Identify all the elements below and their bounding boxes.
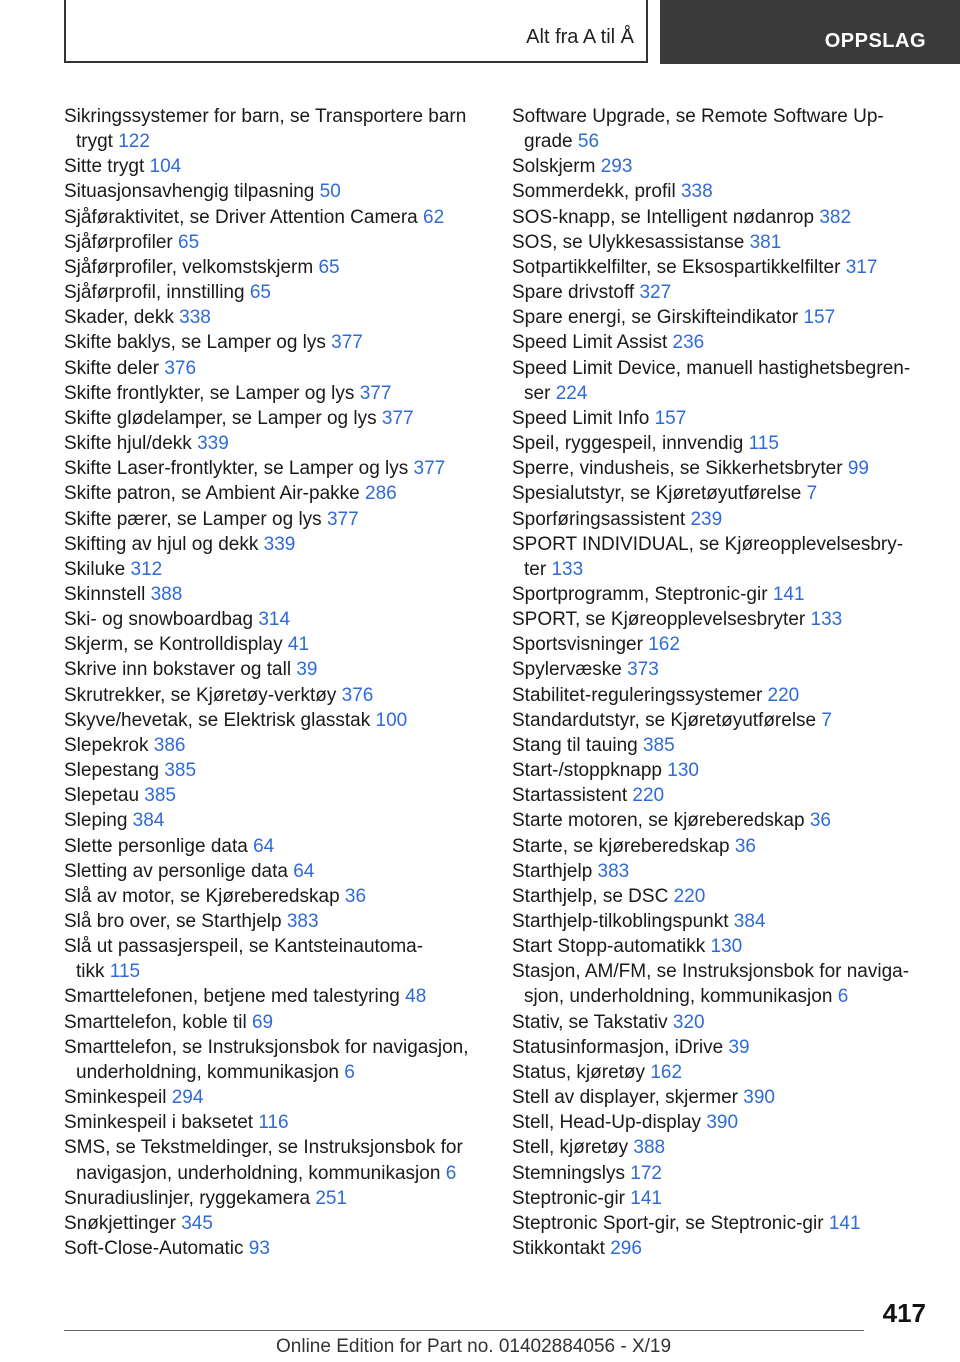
- index-entry: [512, 532, 932, 582]
- index-entry: [512, 632, 932, 657]
- index-term: Software Upgrade, se Remote Software Up-: [512, 106, 884, 127]
- index-term: sjon, underholdning, kommunikasjon: [524, 986, 838, 1008]
- index-entry: [64, 1211, 484, 1236]
- index-term: SOS, se Ulykkesassistanse: [512, 231, 750, 253]
- index-entry: [64, 305, 484, 330]
- page-reference-link[interactable]: 39: [728, 1036, 750, 1058]
- index-entry: [64, 507, 484, 532]
- page-reference-link[interactable]: 162: [648, 634, 680, 656]
- index-entry: [64, 456, 484, 481]
- index-term: Snuradiuslinjer, ryggekamera: [64, 1187, 316, 1209]
- section-label: OPPSLAG: [824, 30, 926, 52]
- index-entry: [64, 1010, 484, 1035]
- index-term: Smarttelefon, se Instruksjonsbok for navigasjon,: [64, 1036, 469, 1058]
- index-term: Slepetau: [64, 785, 145, 807]
- index-term: Skifting av hjul og dekk: [64, 533, 264, 555]
- index-entry: [64, 205, 484, 230]
- index-entry: [512, 330, 932, 355]
- index-entry: [64, 1085, 484, 1110]
- page-reference-link[interactable]: 377: [359, 382, 392, 404]
- page-reference-link[interactable]: 93: [248, 1238, 270, 1260]
- page-reference-link[interactable]: 388: [633, 1137, 666, 1159]
- index-entry: [512, 1161, 932, 1186]
- index-term: Skrutrekker, se Kjøretøy-verktøy: [64, 684, 342, 706]
- index-entry: [64, 884, 484, 909]
- page-reference-link[interactable]: 314: [258, 609, 291, 631]
- index-term: Slepestang: [64, 760, 165, 782]
- index-term: Sjåføraktivitet, se Driver Attention Camera: [64, 206, 424, 228]
- page-reference-link[interactable]: 239: [690, 508, 723, 530]
- page-reference-link[interactable]: 116: [258, 1112, 289, 1134]
- index-entry: [512, 179, 932, 204]
- index-term: Slå av motor, se Kjøreberedskap: [64, 885, 345, 907]
- page-reference-link[interactable]: 383: [286, 911, 319, 932]
- page-reference-link[interactable]: 317: [845, 256, 878, 278]
- index-term: Sminkespeil i baksetet: [64, 1112, 259, 1134]
- index-entry: [512, 934, 932, 959]
- index-entry: [64, 607, 484, 632]
- index-term: Slå bro over, se Starthjelp: [64, 911, 287, 932]
- index-term: Sjåførprofiler: [64, 231, 179, 253]
- index-term: Sommerdekk, profil: [512, 181, 681, 203]
- index-term: Sitte trygt: [64, 156, 150, 178]
- page-reference-link[interactable]: 338: [179, 307, 211, 329]
- index-term: Skifte frontlykter, se Lamper og lys: [64, 382, 360, 404]
- index-entry: [64, 834, 484, 859]
- page-reference-link[interactable]: 376: [164, 357, 197, 379]
- page-reference-link[interactable]: 39: [296, 659, 318, 681]
- index-entry: [512, 305, 932, 330]
- index-term: Stemningslys: [512, 1162, 631, 1184]
- index-term: Start-/stoppknapp: [512, 760, 668, 782]
- index-entry: [64, 984, 484, 1009]
- page-reference-link[interactable]: 220: [767, 684, 800, 706]
- page-reference-link[interactable]: 390: [706, 1112, 739, 1134]
- index-term: Skifte deler: [64, 357, 165, 379]
- page-reference-link[interactable]: 130: [710, 936, 743, 958]
- index-term: Steptronic-gir: [512, 1187, 631, 1209]
- index-entry: [512, 1010, 932, 1035]
- index-entry: [64, 532, 484, 557]
- index-entry: [64, 179, 484, 204]
- index-entry: [512, 758, 932, 783]
- index-entry: [512, 154, 932, 179]
- page-reference-link[interactable]: 115: [109, 961, 141, 983]
- index-entry: [512, 1186, 932, 1211]
- index-term: Spare energi, se Girskifteindikator: [512, 307, 804, 329]
- index-entry: [64, 909, 484, 934]
- header-title-box: [64, 0, 648, 63]
- index-term: Skrive inn bokstaver og tall: [64, 659, 297, 681]
- page-reference-link[interactable]: 141: [772, 583, 805, 605]
- index-term: Skyve/hevetak, se Elektrisk glasstak: [64, 709, 376, 731]
- index-term: Spylervæske: [512, 659, 628, 681]
- page-reference-link[interactable]: 385: [144, 785, 176, 807]
- index-term: Spesialutstyr, se Kjøretøyutførelse: [512, 483, 807, 505]
- index-term: Sperre, vindusheis, se Sikkerhetsbryter: [512, 458, 848, 480]
- index-entry: [64, 431, 484, 456]
- index-entry: [64, 330, 484, 355]
- index-term: Status, kjøretøy: [512, 1061, 651, 1083]
- page-reference-link[interactable]: 48: [405, 986, 427, 1008]
- index-term: Speil, ryggespeil, innvendig: [512, 433, 749, 455]
- index-term: Situasjonsavhengig tilpasning: [64, 181, 320, 203]
- index-term: Stabilitet-reguleringssystemer: [512, 684, 768, 706]
- index-entry: [512, 1085, 932, 1110]
- index-entry: [64, 758, 484, 783]
- page-reference-link[interactable]: 377: [331, 332, 363, 354]
- index-entry: [512, 406, 932, 431]
- index-term: Skifte glødelamper, se Lamper og lys: [64, 407, 382, 429]
- index-term: navigasjon, underholdning, kommunikasjon: [76, 1162, 446, 1184]
- index-term: Sportsvisninger: [512, 634, 649, 656]
- page-reference-link[interactable]: 388: [150, 583, 183, 605]
- index-term: Sikringssystemer for barn, se Transportere barn: [64, 106, 467, 127]
- index-term: Sminkespeil: [64, 1087, 172, 1109]
- index-entry: [512, 431, 932, 456]
- page-reference-link[interactable]: 294: [171, 1087, 204, 1109]
- page-reference-link[interactable]: 296: [610, 1238, 642, 1260]
- page-reference-link[interactable]: 384: [132, 810, 165, 832]
- page-reference-link[interactable]: 320: [672, 1011, 705, 1033]
- index-term: Start Stopp-automatikk: [512, 936, 711, 958]
- index-term: Standardutstyr, se Kjøretøyutførelse: [512, 709, 822, 731]
- index-term: Skiluke: [64, 558, 131, 580]
- index-term: Starthjelp, se DSC: [512, 885, 674, 907]
- index-entry: [64, 683, 484, 708]
- page-reference-link[interactable]: 236: [672, 332, 705, 354]
- index-entry: [64, 280, 484, 305]
- page-reference-link[interactable]: 100: [375, 709, 408, 731]
- page-reference-link[interactable]: 157: [654, 407, 687, 429]
- index-entry: [64, 255, 484, 280]
- page-reference-link[interactable]: 36: [809, 810, 831, 832]
- page-reference-link[interactable]: 386: [153, 734, 186, 756]
- index-entry: [64, 104, 484, 154]
- page-reference-link[interactable]: 36: [344, 885, 367, 907]
- index-entry: [512, 1135, 932, 1160]
- index-term: Sletting av personlige data: [64, 860, 294, 882]
- index-term: Stell, Head-Up-display: [512, 1112, 707, 1134]
- index-entry: [512, 708, 932, 733]
- page-reference-link[interactable]: 162: [650, 1061, 683, 1083]
- index-term: trygt: [76, 131, 119, 153]
- index-term: Stell av displayer, skjermer: [512, 1087, 744, 1109]
- page-reference-link[interactable]: 382: [819, 206, 852, 228]
- page-reference-link[interactable]: 62: [423, 206, 445, 228]
- index-term: Soft-Close-Automatic: [64, 1238, 249, 1260]
- index-term: SMS, se Tekstmeldinger, se Instruksjonsbok for: [64, 1137, 463, 1159]
- index-term: Sjåførprofiler, velkomstskjerm: [64, 256, 319, 278]
- page-reference-link[interactable]: 377: [381, 407, 414, 429]
- index-term: Stang til tauing: [512, 734, 643, 756]
- index-term: Starte, se kjøreberedskap: [512, 835, 735, 857]
- index-entry: [64, 154, 484, 179]
- index-entry: [64, 381, 484, 406]
- footer-divider: [64, 1330, 864, 1331]
- index-term: Speed Limit Info: [512, 407, 655, 429]
- index-entry: [512, 356, 932, 406]
- chapter-title: Alt fra A til Å: [526, 26, 634, 48]
- index-entry: [64, 1236, 484, 1261]
- index-column-left: [64, 104, 484, 1261]
- page-reference-link[interactable]: 41: [287, 634, 310, 656]
- index-entry: [64, 481, 484, 506]
- page-reference-link[interactable]: 339: [197, 433, 229, 455]
- page-reference-link[interactable]: 122: [118, 131, 150, 153]
- index-term: tikk: [76, 961, 110, 983]
- header-section-tab: [660, 0, 960, 64]
- index-entry: [64, 356, 484, 381]
- index-term: Stasjon, AM/FM, se Instruksjonsbok for naviga-: [512, 961, 910, 983]
- index-entry: [512, 607, 932, 632]
- index-entry: [512, 808, 932, 833]
- index-entry: [64, 582, 484, 607]
- index-term: Stikkontakt: [512, 1238, 611, 1260]
- edition-note: Online Edition for Part no. 01402884056 - X/19: [276, 1336, 672, 1357]
- page-reference-link[interactable]: 385: [642, 734, 675, 756]
- index-entry: [512, 481, 932, 506]
- index-entry: [64, 1135, 484, 1185]
- index-entry: [64, 230, 484, 255]
- index-entry: [512, 280, 932, 305]
- index-term: SPORT, se Kjøreopplevelsesbryter: [512, 609, 811, 631]
- page-reference-link[interactable]: 220: [632, 785, 665, 807]
- index-term: Sporføringsassistent: [512, 508, 691, 530]
- index-entry: [512, 456, 932, 481]
- page-reference-link[interactable]: 251: [315, 1187, 348, 1209]
- index-term: Skifte patron, se Ambient Air-pakke: [64, 483, 365, 505]
- index-entry: [64, 1110, 484, 1135]
- page-reference-link[interactable]: 64: [253, 835, 275, 857]
- index-term: Smarttelefon, koble til: [64, 1011, 252, 1033]
- index-term: Sportprogramm, Steptronic-gir: [512, 583, 773, 605]
- index-term: Starte motoren, se kjøreberedskap: [512, 810, 810, 832]
- page-reference-link[interactable]: 99: [847, 458, 869, 480]
- index-entry: [512, 657, 932, 682]
- index-entry: [512, 582, 932, 607]
- page-reference-link[interactable]: 172: [630, 1162, 662, 1184]
- index-entry: [512, 1110, 932, 1135]
- index-entry: [512, 255, 932, 280]
- page-reference-link[interactable]: 7: [821, 709, 832, 731]
- index-entry: [64, 783, 484, 808]
- page-reference-link[interactable]: 130: [667, 760, 699, 782]
- page-reference-link[interactable]: 293: [600, 156, 633, 178]
- page-reference-link[interactable]: 377: [413, 458, 446, 480]
- index-entry: [64, 934, 484, 984]
- page-reference-link[interactable]: 65: [178, 231, 200, 253]
- index-term: underholdning, kommunikasjon: [76, 1061, 345, 1083]
- index-term: Skader, dekk: [64, 307, 180, 329]
- index-term: Snøkjettinger: [64, 1212, 182, 1234]
- page-reference-link[interactable]: 69: [251, 1011, 274, 1033]
- index-term: Slå ut passasjerspeil, se Kantsteinautoma-: [64, 936, 424, 958]
- index-term: ser: [524, 382, 556, 404]
- page-reference-link[interactable]: 6: [837, 986, 849, 1008]
- index-term: Slette personlige data: [64, 835, 254, 857]
- page-reference-link[interactable]: 6: [344, 1061, 355, 1083]
- index-entry: [512, 859, 932, 884]
- index-entry: [512, 104, 932, 154]
- index-entry: [64, 808, 484, 833]
- page-reference-link[interactable]: 6: [445, 1162, 457, 1184]
- index-term: Sotpartikkelfilter, se Eksospartikkelfilter: [512, 256, 846, 278]
- page-reference-link[interactable]: 339: [263, 533, 296, 555]
- index-entry: [64, 406, 484, 431]
- index-term: ter: [524, 558, 552, 580]
- index-entry: [512, 884, 932, 909]
- page-reference-link[interactable]: 383: [597, 860, 630, 882]
- index-entry: [512, 959, 932, 1009]
- page-reference-link[interactable]: 385: [164, 760, 197, 782]
- page-reference-link[interactable]: 286: [365, 483, 397, 505]
- index-term: Sleping: [64, 810, 133, 832]
- index-entry: [512, 683, 932, 708]
- page-reference-link[interactable]: 115: [748, 433, 779, 455]
- index-column-right: [512, 104, 932, 1261]
- page-reference-link[interactable]: 224: [555, 382, 588, 404]
- page-reference-link[interactable]: 377: [326, 508, 359, 530]
- index-entry: [64, 1035, 484, 1085]
- index-entry: [64, 1186, 484, 1211]
- index-term: Starthjelp-tilkoblingspunkt: [512, 911, 734, 932]
- index-entry: [512, 1060, 932, 1085]
- index-term: Speed Limit Assist: [512, 332, 673, 354]
- index-term: Ski- og snowboardbag: [64, 609, 259, 631]
- page-reference-link[interactable]: 56: [577, 131, 600, 153]
- page-reference-link[interactable]: 50: [319, 181, 341, 203]
- index-term: Sjåførprofil, innstilling: [64, 282, 250, 304]
- page-reference-link[interactable]: 157: [803, 307, 836, 329]
- index-entry: [512, 1211, 932, 1236]
- index-entry: [64, 557, 484, 582]
- index-term: Skifte Laser-frontlykter, se Lamper og lys: [64, 458, 414, 480]
- index-entry: [64, 657, 484, 682]
- page-reference-link[interactable]: 373: [627, 659, 659, 681]
- index-term: SPORT INDIVIDUAL, se Kjøreopplevelsesbry-: [512, 533, 904, 555]
- page-reference-link[interactable]: 220: [673, 885, 706, 907]
- page-reference-link[interactable]: 65: [249, 282, 271, 304]
- page-reference-link[interactable]: 376: [341, 684, 374, 706]
- index-term: Smarttelefonen, betjene med talestyring: [64, 986, 406, 1008]
- index-term: Skinnstell: [64, 583, 151, 605]
- index-term: Stell, kjøretøy: [512, 1137, 634, 1159]
- index-term: Skifte hjul/dekk: [64, 433, 198, 455]
- index-entry: [512, 507, 932, 532]
- index-entry: [64, 859, 484, 884]
- index-entry: [512, 733, 932, 758]
- page-reference-link[interactable]: 141: [828, 1212, 861, 1234]
- index-entry: [512, 230, 932, 255]
- page-reference-link[interactable]: 141: [630, 1187, 662, 1209]
- index-entry: [512, 205, 932, 230]
- page-reference-link[interactable]: 390: [743, 1087, 775, 1109]
- index-term: grade: [524, 131, 578, 153]
- page-reference-link[interactable]: 133: [551, 558, 584, 580]
- page-reference-link[interactable]: 384: [733, 911, 766, 932]
- page-reference-link[interactable]: 36: [734, 835, 756, 857]
- index-term: Solskjerm: [512, 156, 601, 178]
- index-term: Slepekrok: [64, 734, 154, 756]
- index-term: Skifte baklys, se Lamper og lys: [64, 332, 332, 354]
- index-entry: [512, 783, 932, 808]
- index-term: SOS-knapp, se Intelligent nødanrop: [512, 206, 820, 228]
- page-reference-link[interactable]: 133: [810, 609, 843, 631]
- index-term: Skifte pærer, se Lamper og lys: [64, 508, 327, 530]
- index-entry: [512, 1236, 932, 1261]
- page-reference-link[interactable]: 312: [130, 558, 163, 580]
- index-entry: [64, 632, 484, 657]
- page-reference-link[interactable]: 7: [806, 483, 818, 505]
- page-reference-link[interactable]: 64: [293, 860, 315, 882]
- index-term: Steptronic Sport-gir, se Steptronic-gir: [512, 1212, 829, 1234]
- index-term: Starthjelp: [512, 860, 598, 882]
- index-term: Speed Limit Device, manuell hastighetsbegren-: [512, 357, 911, 379]
- page-reference-link[interactable]: 104: [149, 156, 182, 178]
- index-entry: [512, 834, 932, 859]
- page-reference-link[interactable]: 345: [181, 1212, 213, 1234]
- index-entry: [64, 733, 484, 758]
- page-reference-link[interactable]: 338: [680, 181, 713, 203]
- page-reference-link[interactable]: 327: [639, 282, 672, 304]
- page-number: 417: [882, 1298, 926, 1328]
- page-reference-link[interactable]: 381: [749, 231, 782, 253]
- index-term: Stativ, se Takstativ: [512, 1011, 673, 1033]
- index-term: Statusinformasjon, iDrive: [512, 1036, 729, 1058]
- index-entry: [512, 909, 932, 934]
- index-term: Skjerm, se Kontrolldisplay: [64, 634, 288, 656]
- index-entry: [512, 1035, 932, 1060]
- page-reference-link[interactable]: 65: [318, 256, 340, 278]
- index-term: Spare drivstoff: [512, 282, 640, 304]
- index-entry: [64, 708, 484, 733]
- index-term: Startassistent: [512, 785, 633, 807]
